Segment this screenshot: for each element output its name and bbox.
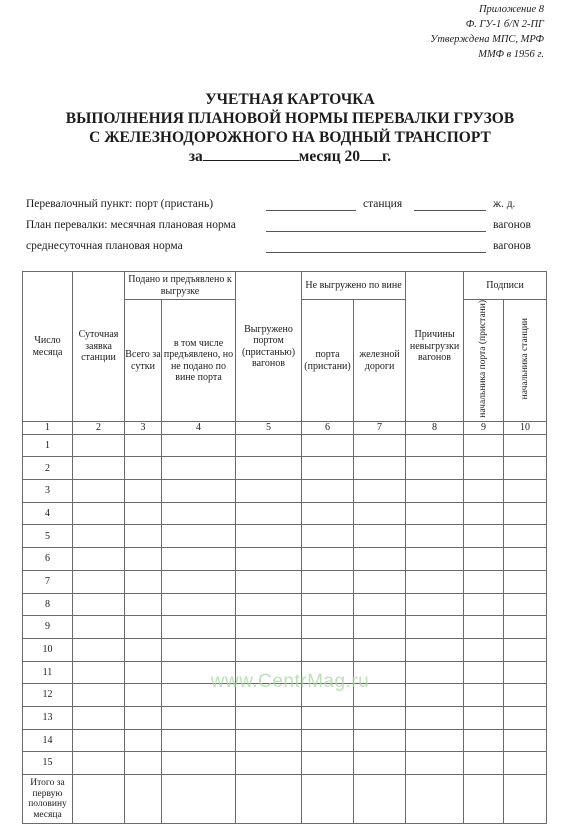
table-cell[interactable] (125, 570, 162, 593)
table-cell[interactable] (162, 457, 236, 480)
table-cell[interactable] (504, 434, 547, 457)
table-cell[interactable] (406, 457, 464, 480)
period-suffix: г. (382, 148, 392, 165)
header-sig-station-text: начальника станции (519, 318, 530, 400)
day-number: 1 (23, 434, 73, 457)
total-row (23, 775, 547, 824)
column-number: 6 (302, 422, 354, 435)
table-cell[interactable] (406, 638, 464, 661)
table-cell[interactable] (406, 752, 464, 775)
approval-line: Утверждена МПС, МРФ (430, 34, 544, 45)
table-cell[interactable] (354, 706, 406, 729)
header-railway-fault: железной дороги (354, 300, 406, 422)
year-blank (360, 148, 382, 161)
table-cell[interactable] (302, 593, 354, 616)
table-cell[interactable] (354, 752, 406, 775)
table-cell[interactable] (406, 548, 464, 571)
table-cell[interactable] (302, 434, 354, 457)
column-number: 9 (464, 422, 504, 435)
monthly-plan-row (26, 215, 546, 236)
table-cell[interactable] (406, 434, 464, 457)
header-sig-station (504, 300, 547, 422)
table-cell[interactable] (236, 593, 302, 616)
table-cell[interactable] (162, 502, 236, 525)
column-number: 10 (504, 422, 547, 435)
table-cell[interactable] (464, 593, 504, 616)
header-daily-request: Суточная заявка станции (73, 272, 125, 422)
table-cell[interactable] (162, 638, 236, 661)
table-cell[interactable] (464, 729, 504, 752)
approval-year: ММФ в 1956 г. (478, 49, 544, 60)
table-cell[interactable] (406, 570, 464, 593)
table-cell[interactable] (236, 457, 302, 480)
table-cell[interactable] (504, 638, 547, 661)
header-port-fault: порта (пристани) (302, 300, 354, 422)
appendix-block (430, 2, 544, 62)
table-cell[interactable] (302, 706, 354, 729)
table-cell[interactable] (73, 616, 125, 639)
daily-plan-label: среднесуточная плановая норма (26, 240, 183, 252)
table-cell[interactable] (302, 525, 354, 548)
header-unloaded-port: Выгружено портом (пристанью) вагонов (236, 272, 302, 422)
station-field[interactable] (414, 210, 486, 211)
table-cell[interactable] (236, 525, 302, 548)
header-sig-port (464, 300, 504, 422)
total-label: Итого за первую половину месяца (23, 775, 73, 824)
title-line-1: УЧЕТНАЯ КАРТОЧКА (205, 91, 375, 108)
day-number: 12 (23, 684, 73, 707)
port-field[interactable] (266, 210, 356, 211)
table-cell[interactable] (125, 480, 162, 503)
table-row (23, 593, 547, 616)
column-number: 1 (23, 422, 73, 435)
table-row (23, 706, 547, 729)
table-cell[interactable] (354, 525, 406, 548)
table-row (23, 616, 547, 639)
table-cell[interactable] (125, 752, 162, 775)
table-cell[interactable] (504, 480, 547, 503)
table-cell[interactable] (406, 729, 464, 752)
table-cell[interactable] (73, 729, 125, 752)
table-cell[interactable] (464, 638, 504, 661)
table-cell[interactable] (464, 548, 504, 571)
table-cell[interactable] (236, 638, 302, 661)
daily-plan-row (26, 236, 546, 257)
table-cell[interactable] (125, 775, 162, 824)
monthly-plan-label: План перевалки: месячная плановая норма (26, 219, 236, 231)
header-fields (26, 194, 546, 257)
table-cell[interactable] (73, 593, 125, 616)
table-cell[interactable] (406, 616, 464, 639)
railway-label: ж. д. (493, 198, 516, 210)
table-cell[interactable] (406, 525, 464, 548)
day-rows (23, 434, 547, 774)
table-cell[interactable] (504, 570, 547, 593)
table-cell[interactable] (354, 616, 406, 639)
table-cell[interactable] (236, 570, 302, 593)
table-cell[interactable] (354, 570, 406, 593)
table-cell[interactable] (504, 457, 547, 480)
day-number: 10 (23, 638, 73, 661)
table-row (23, 502, 547, 525)
table-cell[interactable] (354, 457, 406, 480)
table-cell[interactable] (302, 616, 354, 639)
wagons-unit: вагонов (493, 240, 531, 252)
day-number: 8 (23, 593, 73, 616)
day-number: 11 (23, 661, 73, 684)
table-cell[interactable] (73, 457, 125, 480)
header-reasons: Причины невыгрузки вагонов (406, 272, 464, 422)
table-cell[interactable] (406, 593, 464, 616)
table-cell[interactable] (354, 480, 406, 503)
table-cell[interactable] (162, 752, 236, 775)
table-cell[interactable] (73, 638, 125, 661)
table-cell[interactable] (504, 706, 547, 729)
document-title (0, 90, 580, 166)
table-cell[interactable] (406, 502, 464, 525)
day-number: 4 (23, 502, 73, 525)
table-cell[interactable] (464, 457, 504, 480)
table-cell[interactable] (464, 434, 504, 457)
table-row (23, 525, 547, 548)
table-cell[interactable] (73, 775, 125, 824)
day-number: 9 (23, 616, 73, 639)
table-cell[interactable] (162, 775, 236, 824)
table-cell[interactable] (464, 480, 504, 503)
period-prefix: за (188, 148, 203, 165)
table-cell[interactable] (464, 525, 504, 548)
table-cell[interactable] (354, 593, 406, 616)
day-number: 7 (23, 570, 73, 593)
month-blank (203, 148, 299, 161)
table-cell[interactable] (125, 593, 162, 616)
monthly-plan-field[interactable] (266, 231, 486, 232)
table-cell[interactable] (302, 548, 354, 571)
day-number: 14 (23, 729, 73, 752)
table-cell[interactable] (354, 548, 406, 571)
table-cell[interactable] (236, 729, 302, 752)
table-cell[interactable] (302, 502, 354, 525)
table-cell[interactable] (504, 729, 547, 752)
table-cell[interactable] (354, 729, 406, 752)
table-cell[interactable] (302, 480, 354, 503)
table-cell[interactable] (504, 752, 547, 775)
table-cell[interactable] (73, 525, 125, 548)
header-per-day: Всего за сутки (125, 300, 162, 422)
day-number: 3 (23, 480, 73, 503)
column-number: 5 (236, 422, 302, 435)
table-cell[interactable] (236, 706, 302, 729)
table-cell[interactable] (125, 616, 162, 639)
table-row (23, 457, 547, 480)
table-cell[interactable] (125, 525, 162, 548)
table-row (23, 638, 547, 661)
table-cell[interactable] (73, 480, 125, 503)
table-cell[interactable] (302, 775, 354, 824)
table-cell[interactable] (236, 548, 302, 571)
title-line-2: ВЫПОЛНЕНИЯ ПЛАНОВОЙ НОРМЫ ПЕРЕВАЛКИ ГРУЗОВ (65, 110, 515, 127)
daily-plan-field[interactable] (266, 252, 486, 253)
table-row (23, 480, 547, 503)
table-cell[interactable] (73, 752, 125, 775)
table-cell[interactable] (464, 775, 504, 824)
table-cell[interactable] (162, 729, 236, 752)
table-cell[interactable] (73, 570, 125, 593)
table-cell[interactable] (162, 525, 236, 548)
table-cell[interactable] (162, 593, 236, 616)
wagons-unit: вагонов (493, 219, 531, 231)
table-row (23, 729, 547, 752)
table-cell[interactable] (236, 502, 302, 525)
table-row (23, 434, 547, 457)
transfer-point-row (26, 194, 546, 215)
table-cell[interactable] (236, 616, 302, 639)
header-sig-port-text: начальника порта (пристани) (478, 300, 489, 418)
day-number: 6 (23, 548, 73, 571)
table-cell[interactable] (504, 548, 547, 571)
table-cell[interactable] (125, 457, 162, 480)
header-row-1 (23, 272, 547, 300)
header-incl-presented: в том числе предъявлено, но не подано по вине порта (162, 300, 236, 422)
title-period-line (0, 147, 580, 166)
table-cell[interactable] (73, 706, 125, 729)
form-code: Ф. ГУ-1 б/N 2-ПГ (465, 19, 544, 30)
transfer-point-label: Перевалочный пункт: порт (пристань) (26, 198, 214, 210)
table-cell[interactable] (504, 593, 547, 616)
day-number: 15 (23, 752, 73, 775)
column-number: 4 (162, 422, 236, 435)
table-cell[interactable] (236, 752, 302, 775)
table-cell[interactable] (302, 752, 354, 775)
table-cell[interactable] (504, 775, 547, 824)
table-cell[interactable] (162, 548, 236, 571)
accounting-table (22, 271, 547, 824)
table-cell[interactable] (236, 434, 302, 457)
table-cell[interactable] (302, 570, 354, 593)
table-cell[interactable] (73, 502, 125, 525)
header-not-unloaded-group: Не выгружено по вине (302, 272, 406, 300)
period-month-year: месяц 20 (298, 148, 360, 165)
table-cell[interactable] (125, 502, 162, 525)
table-cell[interactable] (162, 480, 236, 503)
table-cell[interactable] (464, 502, 504, 525)
title-line-3: С ЖЕЛЕЗНОДОРОЖНОГО НА ВОДНЫЙ ТРАНСПОРТ (89, 129, 491, 146)
table-cell[interactable] (406, 775, 464, 824)
table-cell[interactable] (236, 480, 302, 503)
table-cell[interactable] (73, 548, 125, 571)
table-cell[interactable] (125, 706, 162, 729)
table-cell[interactable] (162, 616, 236, 639)
day-number: 13 (23, 706, 73, 729)
table-cell[interactable] (354, 434, 406, 457)
table-cell[interactable] (464, 570, 504, 593)
table-cell[interactable] (354, 638, 406, 661)
header-submitted-group: Подано и предъявлено к выгрузке (125, 272, 236, 300)
column-number: 8 (406, 422, 464, 435)
table-cell[interactable] (125, 729, 162, 752)
table-row (23, 570, 547, 593)
header-signatures-group: Подписи (464, 272, 547, 300)
table-cell[interactable] (162, 570, 236, 593)
table-cell[interactable] (464, 616, 504, 639)
day-number: 5 (23, 525, 73, 548)
table-cell[interactable] (162, 434, 236, 457)
table-cell[interactable] (73, 434, 125, 457)
table-cell[interactable] (236, 775, 302, 824)
table-cell[interactable] (125, 548, 162, 571)
table-cell[interactable] (504, 502, 547, 525)
column-number: 3 (125, 422, 162, 435)
table-cell[interactable] (354, 775, 406, 824)
column-numbers-row (23, 422, 547, 435)
table-row (23, 548, 547, 571)
table-cell[interactable] (504, 616, 547, 639)
table-row (23, 752, 547, 775)
day-number: 2 (23, 457, 73, 480)
table-cell[interactable] (302, 638, 354, 661)
column-number: 7 (354, 422, 406, 435)
table-cell[interactable] (406, 480, 464, 503)
table-cell[interactable] (354, 502, 406, 525)
column-number: 2 (73, 422, 125, 435)
table-cell[interactable] (464, 752, 504, 775)
header-day: Число месяца (23, 272, 73, 422)
table-cell[interactable] (162, 706, 236, 729)
table-cell[interactable] (406, 706, 464, 729)
table-cell[interactable] (464, 706, 504, 729)
watermark: www.CentrMag.ru (210, 671, 370, 692)
table-cell[interactable] (125, 434, 162, 457)
table-cell[interactable] (125, 638, 162, 661)
table-cell[interactable] (504, 525, 547, 548)
table-cell[interactable] (302, 457, 354, 480)
table-cell[interactable] (302, 729, 354, 752)
appendix-line: Приложение 8 (478, 4, 544, 15)
station-label: станция (363, 198, 403, 210)
